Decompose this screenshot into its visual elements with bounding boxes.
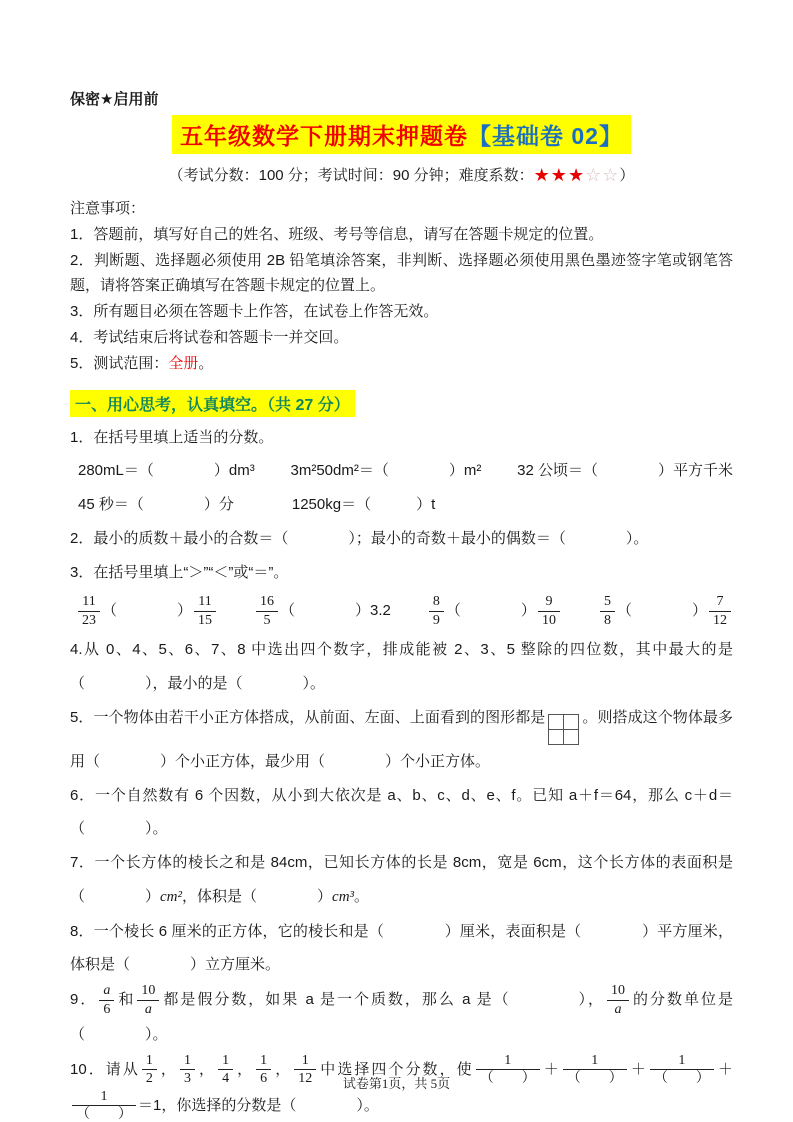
scope-highlight: 全册 <box>168 354 199 372</box>
exam-title-tag: 【基础卷 02】 <box>468 123 623 149</box>
question-2: 2．最小的质数＋最小的合数＝（ ）；最小的奇数＋最小的偶数＝（ ）。 <box>70 529 649 547</box>
difficulty-stars-filled-icon: ★★★ <box>533 165 586 185</box>
note-item-1: 1．答题前，填写好自己的姓名、班级、考号等信息，请写在答题卡规定的位置。 <box>70 225 604 243</box>
fraction: $\frac{16}{5}$ <box>256 593 278 629</box>
question-6: 6．一个自然数有 6 个因数，从小到大依次是 a、b、c、d、e、f。已知 a＋f＝64，那么 c＋d＝（ ）。 <box>70 786 733 838</box>
difficulty-stars-empty-icon: ☆☆ <box>585 165 620 185</box>
q10-text-3: ，你选择的分数是（ ）。 <box>161 1096 379 1114</box>
title-row <box>70 115 733 154</box>
q7-unit-cm3: cm³ <box>332 888 355 905</box>
fraction-blank: $\frac{1}{( )}$ <box>563 1052 627 1088</box>
page-footer: 试卷第1页，共 5页 <box>342 1076 451 1091</box>
equals-one: ＝1 <box>138 1096 162 1114</box>
q3-pair-4 <box>598 593 733 629</box>
exam-title-main: 五年级数学下册期末押题卷 <box>180 123 468 149</box>
section1-heading: 一、用心思考，认真填空。（共 27 分） <box>70 390 355 417</box>
q1-blank-c: 32 公顷＝（ ）平方千米 <box>517 462 733 480</box>
section1-row <box>70 390 733 417</box>
question-8: 8．一个棱长 6 厘米的正方体，它的棱长和是（ ）厘米，表面积是（ ）平方厘米，体积是（ ）立方厘米。 <box>70 922 733 974</box>
question-3 <box>70 556 733 634</box>
q9-text-1: 和 <box>116 991 136 1009</box>
fraction: $\frac{7}{12}$ <box>709 593 731 629</box>
fraction-blank: $\frac{1}{( )}$ <box>650 1052 714 1088</box>
q10-text-1: 10．请从 <box>70 1060 140 1078</box>
note-item-5 <box>70 351 733 377</box>
fraction: $\frac{9}{10}$ <box>538 593 560 629</box>
q1-blank-a: 280mL＝（ ）dm³ <box>78 462 255 480</box>
fraction-blank: $\frac{1}{( )}$ <box>72 1088 136 1122</box>
q7-text-3: 。 <box>354 887 370 905</box>
fraction: $\frac{5}{8}$ <box>600 593 615 629</box>
q3-pair-3 <box>427 593 562 629</box>
fraction: $\frac{11}{15}$ <box>194 593 216 629</box>
fraction-blank: $\frac{1}{( )}$ <box>476 1052 540 1088</box>
exam-info <box>70 164 733 186</box>
q3-pair-1 <box>76 593 218 629</box>
security-label: 保密★启用前 <box>70 91 159 108</box>
q7-unit-cm2: cm² <box>160 888 183 905</box>
q7-text-1: 7．一个长方体的棱长之和是 84cm，已知长方体的长是 8cm，宽是 6cm，这个长方体的表面积是（ ） <box>70 854 733 905</box>
question-7 <box>70 846 733 915</box>
question-1 <box>70 421 733 522</box>
q5-text-1: 5．一个物体由若干小正方体搭成，从前面、左面、上面看到的图形都是 <box>70 708 546 726</box>
fraction: $\frac{1}{3}$ <box>180 1052 195 1088</box>
view-figure-2x2-grid-icon <box>548 714 579 745</box>
exam-info-suffix: ） <box>619 167 635 184</box>
q3-blank: （ ） <box>616 602 707 620</box>
q9-text-3: 的分数单位是（ ）。 <box>70 991 733 1044</box>
note-item-5-prefix: 5．测试范围： <box>70 354 169 372</box>
q3-blank: （ ） <box>280 602 371 620</box>
note-item-2: 2．判断题、选择题必须使用 2B 铅笔填涂答案，非判断、选择题必须使用黑色墨迹签字笔或钢笔答题，请将答案正确填写在答题卡规定的位置上。 <box>70 251 733 295</box>
plus-sign: ＋ <box>541 1060 561 1078</box>
fraction: $\frac{11}{23}$ <box>78 593 100 629</box>
q5-text-2: 。则搭成这个物体最多用（ ）个小正方体，最少用（ ）个小正方体。 <box>70 708 733 770</box>
question-4: 4.从 0、4、5、6、7、8 中选出四个数字，排成能被 2、3、5 整除的四位数，其中最大的是（ ），最小的是（ ）。 <box>70 641 733 693</box>
fraction: $\frac{10}{a}$ <box>137 982 159 1018</box>
q3-decimal: 3.2 <box>370 602 391 620</box>
fraction: $\frac{1}{4}$ <box>218 1052 233 1088</box>
comma: ， <box>235 1060 255 1078</box>
fraction: $\frac{10}{a}$ <box>607 982 629 1018</box>
q7-text-2: ，体积是（ ） <box>182 887 333 905</box>
fraction: $\frac{a}{6}$ <box>99 982 114 1018</box>
plus-sign: ＋ <box>715 1060 733 1078</box>
q3-comparisons <box>70 589 733 633</box>
note-item-5-suffix: 。 <box>198 354 214 372</box>
q1-row1 <box>70 454 733 488</box>
fraction: $\frac{1}{6}$ <box>256 1052 271 1088</box>
note-item-4: 4．考试结束后将试卷和答题卡一并交回。 <box>70 328 349 346</box>
comma: ， <box>273 1060 293 1078</box>
plus-sign: ＋ <box>628 1060 648 1078</box>
q3-pair-2 <box>254 593 391 629</box>
exam-title <box>172 115 631 154</box>
fraction: $\frac{1}{12}$ <box>294 1052 316 1088</box>
exam-info-prefix: （考试分数：100 分；考试时间：90 分钟；难度系数： <box>168 167 534 184</box>
q9-text-2: 都是假分数，如果 a 是一个质数，那么 a 是（ ）， <box>161 991 606 1009</box>
comma: ， <box>158 1060 178 1078</box>
q1-stem: 1．在括号里填上适当的分数。 <box>70 428 274 446</box>
notes-section <box>70 196 733 377</box>
q1-row2 <box>70 488 733 522</box>
notes-title: 注意事项： <box>70 200 146 217</box>
q1-blank-d: 45 秒＝（ ）分 <box>78 496 234 514</box>
comma: ， <box>196 1060 217 1078</box>
fraction: $\frac{1}{2}$ <box>142 1052 157 1088</box>
fraction: $\frac{8}{9}$ <box>429 593 444 629</box>
q9-number: 9． <box>70 991 98 1009</box>
q3-blank: （ ） <box>102 602 193 620</box>
q3-blank: （ ） <box>445 602 536 620</box>
question-9 <box>70 982 733 1052</box>
note-item-3: 3．所有题目必须在答题卡上作答，在试卷上作答无效。 <box>70 303 439 321</box>
question-5 <box>70 701 733 779</box>
q1-blank-b: 3m²50dm²＝（ ）m² <box>290 462 482 480</box>
q10-text-2: 中选择四个分数，使 <box>318 1060 474 1078</box>
q1-blank-e: 1250kg＝（ ）t <box>291 496 436 514</box>
q3-stem: 3．在括号里填上“＞”“＜”或“＝”。 <box>70 563 289 581</box>
